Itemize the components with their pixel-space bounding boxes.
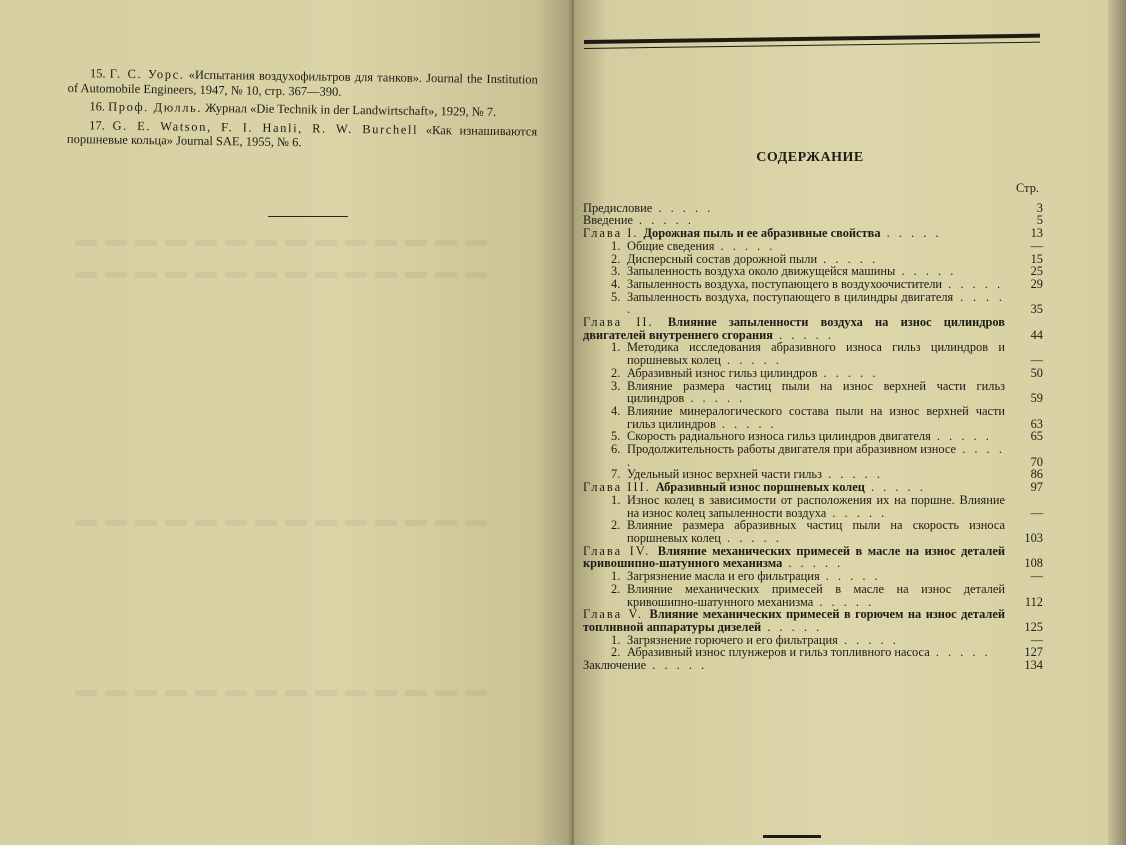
section-number: 5. [611,289,621,304]
leader-dots: . . . . . [652,200,714,215]
section-number: 7. [611,467,621,482]
entry-title: Запыленность воздуха, поступающего в воздухоочистители [627,276,943,291]
leader-dots: . . . . . [761,619,823,634]
page-number: 25 [1030,264,1043,279]
leader-dots: . . . . . [627,289,1005,317]
toc-subsection [583,494,1043,519]
page-number: — [1030,238,1043,253]
leader-dots: . . . . . [817,365,879,380]
page-number: 3 [1036,200,1043,215]
toc-chapter [583,608,1043,633]
toc-chapter [583,545,1043,570]
entry-title: Износ колец в зависимости от расположения их на поршне. Влияние на износ колец запыленности воздуха [627,492,1005,520]
toc-subsection [583,341,1043,366]
section-number: 4. [611,276,621,291]
entry-title: Загрязнение масла и его фильтрация [627,569,820,584]
page-number: 35 [1030,302,1043,317]
page-number: 112 [1024,594,1043,609]
toc-subsection [583,405,1043,430]
entry-title: Влияние минералогического состава пыли на износ верхней части гильз цилиндров [627,403,1005,431]
page-number: 103 [1024,530,1043,545]
entry-title: Введение [583,213,633,228]
page-number: 44 [1030,327,1043,342]
leader-dots: . . . . . [813,594,875,609]
section-number: 4. [611,403,621,418]
section-number: 1. [611,632,621,647]
bleed-through-text [75,240,495,246]
page-column-header: Стр. [1016,181,1039,195]
entry-title: Загрязнение горючего и его фильтрация [627,632,838,647]
section-number: 2. [611,581,621,596]
page-number: 127 [1024,645,1043,660]
bleed-through-text [75,690,495,696]
toc-chapter [583,316,1043,341]
leader-dots: . . . . . [720,530,782,545]
toc-entries [583,202,1043,672]
leader-dots: . . . . . [817,251,879,266]
reference-list [67,66,538,157]
page-number: 5 [1036,213,1043,228]
entry-title: Запыленность воздуха, поступающего в цилиндры двигателя [627,289,954,304]
leader-dots: . . . . . [782,556,844,571]
page-number: 13 [1030,226,1043,241]
section-number: 3. [611,264,621,279]
leader-dots: . . . . . [627,442,1006,469]
chapter-title: Влияние механических примесей в масле на износ деталей кривошипно-шатунного механизма [583,543,1005,571]
section-number: 1. [611,238,621,253]
section-number: 3. [611,378,621,393]
section-number: 1. [611,569,621,584]
chapter-label: Глава I. [583,226,644,241]
bleed-through-text [75,272,495,278]
page-number: 63 [1030,416,1043,431]
section-number: 1. [611,492,621,507]
entry-title: Продолжительность работы двигателя при абразивном износе [627,442,957,457]
section-divider [268,216,348,217]
leader-dots: . . . . . [930,429,992,444]
chapter-title: Влияние механических примесей в горючем на износ деталей топливной аппаратуры дизелей [583,607,1005,634]
toc-item [583,659,1043,672]
page-number: 59 [1030,391,1043,406]
bleed-through-text [75,520,495,526]
footer-rule [763,835,821,838]
entry-title: Запыленность воздуха около движущейся машины [627,264,896,279]
page-number: 29 [1030,276,1043,291]
page-number: — [1030,353,1043,368]
section-number: 6. [611,442,621,457]
chapter-label: Глава IV. [583,543,658,558]
toc-subsection [583,519,1043,544]
entry-title: Абразивный износ плунжеров и гильз топливного насоса [627,645,930,660]
leader-dots: . . . . . [837,632,899,647]
page-number: — [1030,632,1043,647]
page-number: 15 [1030,251,1043,266]
leader-dots: . . . . . [632,213,694,228]
toc-subsection [583,583,1043,608]
leader-dots: . . . . . [720,353,782,368]
page-number: 86 [1030,467,1043,482]
leader-dots: . . . . . [929,645,991,660]
entry-title: Влияние размера абразивных частиц пыли на скорость износа поршневых колец [627,518,1005,545]
leader-dots: . . . . . [715,416,777,431]
leader-dots: . . . . . [714,238,776,253]
reference-item: 15. Г. С. Уорс. «Испытания воздухофильтров для танков». Journal the Institution of Automobile Engineers, 1947, № 10, стр. 367—390. [67,66,538,99]
page-edge [1108,0,1126,845]
entry-title: Абразивный износ гильз цилиндров [627,365,818,380]
entry-title: Удельный износ верхней части гильз [627,467,822,482]
chapter-title: Дорожная пыль и ее абразивные свойства [643,226,881,241]
leader-dots: . . . . . [773,327,834,342]
leader-dots: . . . . . [864,480,926,495]
entry-title: Влияние размера частиц пыли на износ верхней части гильз цилиндров [627,378,1005,406]
entry-title: Влияние механических примесей в масле на износ деталей кривошипно-шатунного механизма [627,581,1005,609]
section-number: 5. [611,429,621,444]
reference-item: 17. G. E. Watson, F. I. Hanli, R. W. Burchell «Как изнашиваются поршневые кольца» Journal SAE, 1955, № 6. [66,117,538,150]
page-number: 108 [1024,556,1043,571]
entry-title: Скорость радиального износа гильз цилиндров двигателя [627,429,931,444]
entry-title: Дисперсный состав дорожной пыли [627,251,818,266]
leader-dots: . . . . . [942,276,1004,291]
toc-title: СОДЕРЖАНИЕ [756,150,864,165]
entry-title: Заключение [583,658,647,673]
section-number: 2. [611,518,621,533]
leader-dots: . . . . . [819,569,881,584]
chapter-title: Влияние запыленности воздуха на износ цилиндров двигателей внутреннего сгорания [583,315,1005,342]
reference-item: 16. Проф. Дюлль. Журнал «Die Technik in der Landwirtschaft», 1929, № 7. [89,99,497,119]
page-number: 97 [1030,480,1043,495]
entry-title: Предисловие [583,200,653,215]
leader-dots: . . . . . [895,264,957,279]
page-number: 134 [1024,658,1043,673]
leader-dots: . . . . . [646,658,708,673]
table-of-contents [583,182,1043,672]
section-number: 2. [611,251,621,266]
chapter-label: Глава III. [583,480,656,495]
page-number: — [1030,569,1043,584]
section-number: 2. [611,645,621,660]
entry-title: Общие сведения [627,238,715,253]
leader-dots: . . . . . [880,226,942,241]
section-number: 1. [611,340,621,355]
toc-subsection [583,291,1043,316]
chapter-label: Глава II. [583,315,668,330]
page-number: — [1030,505,1043,520]
toc-subsection [583,380,1043,405]
leader-dots: . . . . . [684,391,746,406]
chapter-label: Глава V. [583,607,650,622]
leader-dots: . . . . . [826,505,888,520]
page-number: 70 [1030,454,1043,469]
toc-subsection [583,443,1043,468]
section-number: 2. [611,365,621,380]
page-number: 65 [1030,429,1043,444]
leader-dots: . . . . . [821,467,883,482]
page-number: 50 [1030,365,1043,380]
page-number: 125 [1024,619,1043,634]
chapter-title: Абразивный износ поршневых колец [655,480,865,495]
entry-title: Методика исследования абразивного износа гильз цилиндров и поршневых колец [627,340,1005,368]
